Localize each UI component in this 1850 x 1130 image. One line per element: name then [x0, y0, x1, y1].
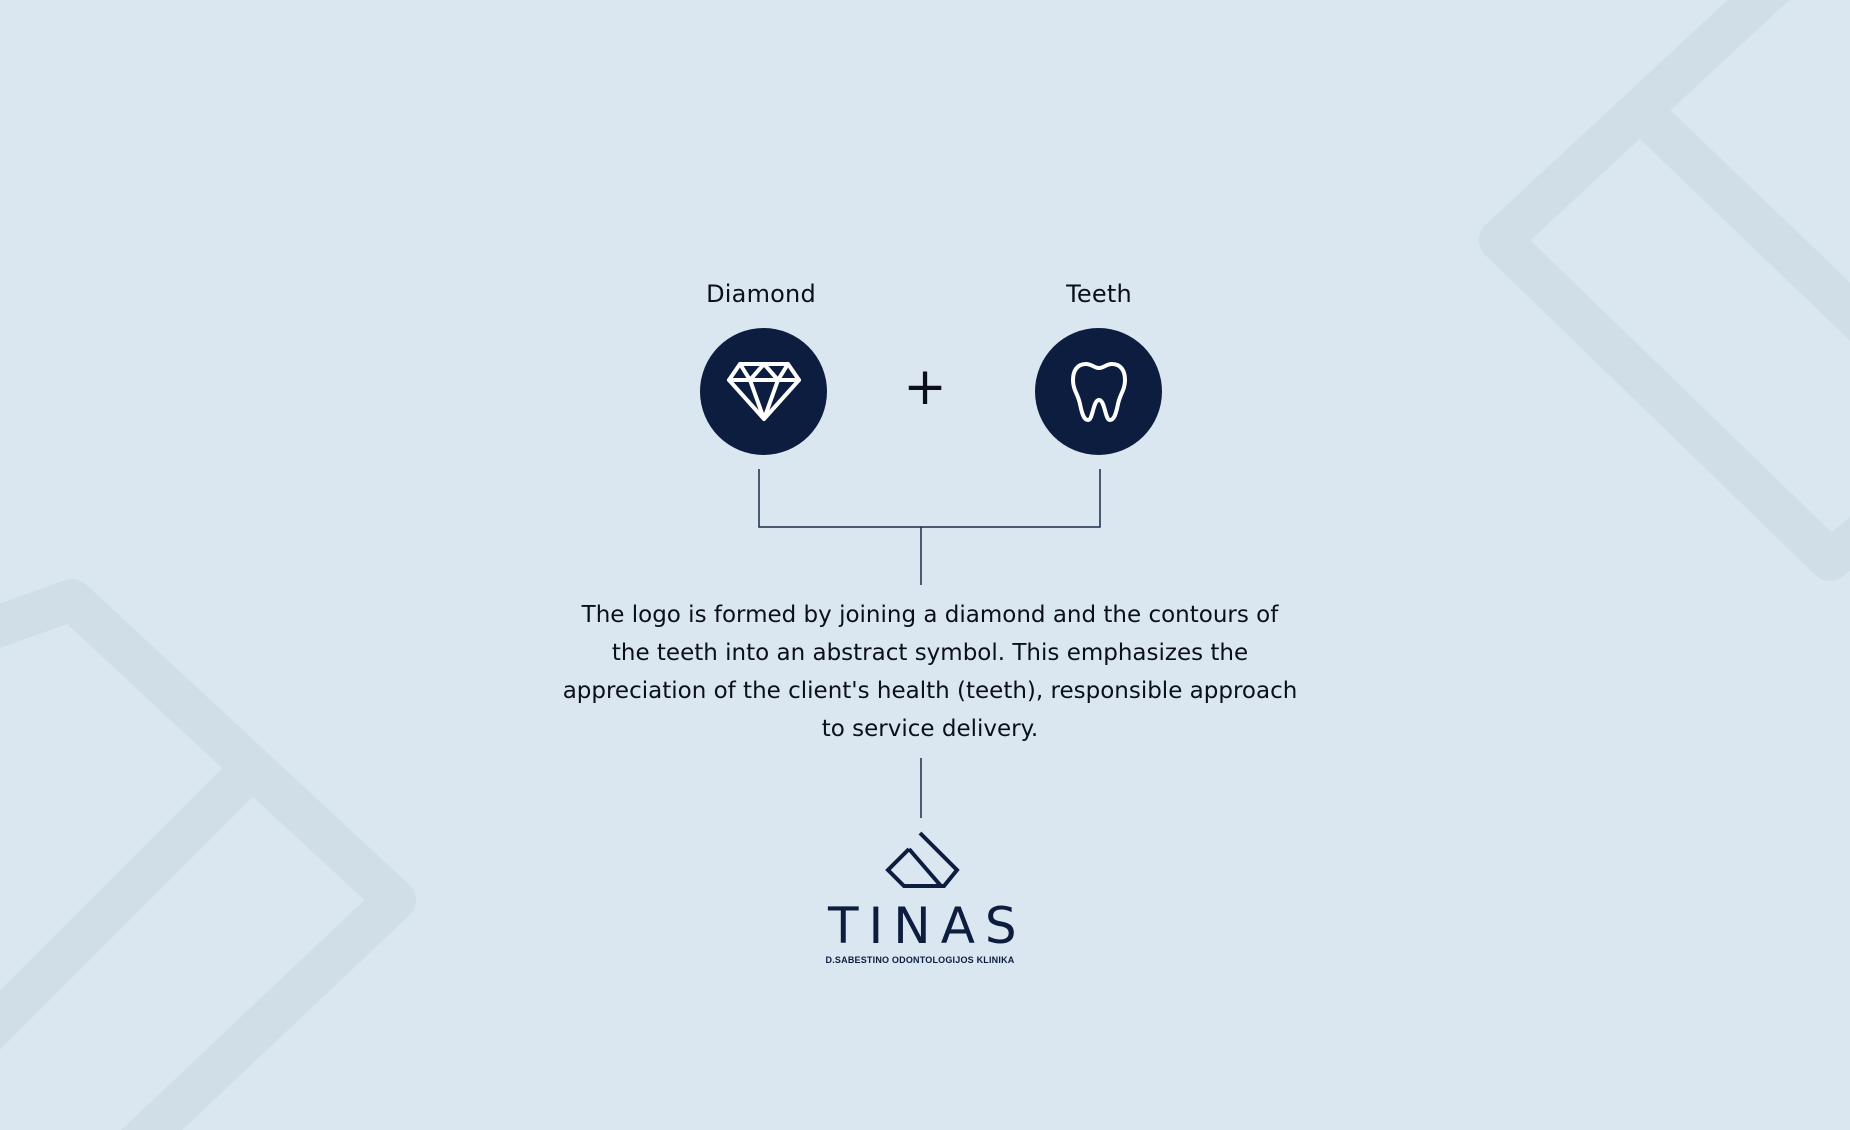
- plus-sign: +: [903, 357, 947, 417]
- logo-description: The logo is formed by joining a diamond and the contours of the teeth into an abstract symbol. This emphasizes the appreciation of the client's health (teeth), responsible approach to service delivery.: [562, 602, 1298, 742]
- bracket-connector: [759, 469, 1100, 527]
- logo-mark-icon: [879, 830, 961, 892]
- logo-subtitle: D.SABESTINO ODONTOLOGIJOS KLINIKA: [825, 955, 1015, 965]
- tinas-logo: [820, 830, 1027, 965]
- logo-wordmark: TINAS: [828, 897, 1027, 955]
- diamond-label: Diamond: [706, 280, 816, 308]
- teeth-label: Teeth: [1066, 280, 1132, 308]
